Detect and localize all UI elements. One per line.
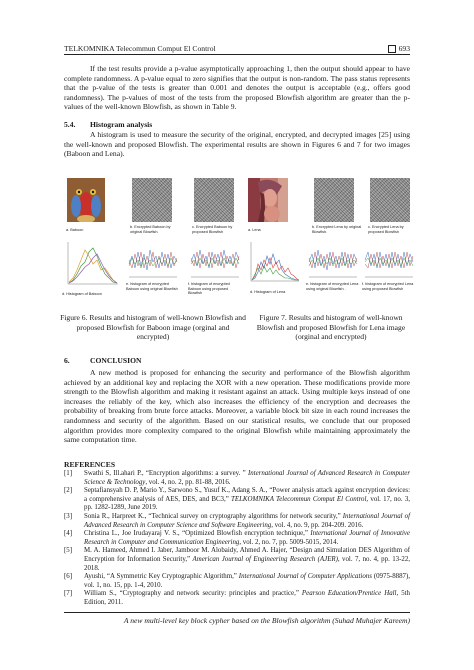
running-header xyxy=(64,41,410,53)
reference-number: [7] xyxy=(64,590,73,598)
reference-details: , vol. 2, no. 7, pp. 5009-5015, 2014. xyxy=(239,538,339,546)
fig7-caption-e: e. histogram of encrypted Lena using original Blowfish . xyxy=(306,282,359,291)
reference-venue: American Journal of Engineering Research (AJER) xyxy=(192,555,338,563)
figure-6 xyxy=(64,176,240,311)
reference-details: , vol. 17, no. 3, pp. 1282-1289, June 2019. xyxy=(84,495,410,512)
baboon-encrypted-histogram-proposed xyxy=(188,240,240,280)
reference-item xyxy=(64,513,410,530)
references-heading: REFERENCES xyxy=(64,460,116,469)
reference-text: William S., “Cryptography and network security: principles and practice,” xyxy=(84,590,299,598)
baboon-image xyxy=(67,178,105,222)
reference-venue: International Journal of Advanced Research in Computer Science & Technology xyxy=(84,470,411,486)
page-number-text: 693 xyxy=(398,44,410,53)
reference-item xyxy=(64,530,410,547)
lena-histogram xyxy=(248,240,300,284)
reference-venue: TELKOMNIKA Telecommun Comput El Control xyxy=(231,495,367,503)
fig6-caption-f: f. histogram of encrypted Baboon using proposed Blowfish xyxy=(188,282,230,296)
section-title: Histogram analysis xyxy=(90,120,153,129)
reference-text: Christina L., Joe Irudayaraj V. S., “Optimized Blowfish encryption technique,” xyxy=(84,530,308,538)
paragraph-pvalue: If the test results provide a p-value asymptotically approaching 1, then the output should appear to have complete randomness. A p-value equal to zero signifies that the output is non-random. The pass status represents that the p-value of the tests is greater than 0.001 and denotes the output is acceptable (e.g., offers good randomness). The p-values of most of the tests from the proposed Blowfish algorithm are greater than the p-values of the well-known Blowfish, as shown in Table 9. xyxy=(64,64,410,112)
reference-venue: International Journal of Computer Applications xyxy=(238,573,372,581)
reference-item xyxy=(64,487,410,513)
figure-7-caption: Figure 7. Results and histogram of well-known Blowfish and proposed Blowfish for Lena image (orginal and encrypted) xyxy=(256,313,406,342)
reference-venue: Pearson Education/Prentice Hall xyxy=(301,590,397,598)
page-number xyxy=(388,44,410,53)
fig6-caption-b: b. Encrypted Baboon by original Blowfish. xyxy=(130,225,171,234)
fig7-caption-b: b. Encrypted Lena by original Blowfish. xyxy=(312,225,362,234)
paragraph-histogram: A histogram is used to measure the security of the original, encrypted, and decrypted images [25] using the well-known and proposed Blowfish. The experimental results are shown in Figures 6 and 7 for two images (Baboon and Lena). xyxy=(64,130,410,159)
fig6-caption-c: c. Encrypted Baboon by proposed Blowfish xyxy=(192,225,233,234)
reference-number: [6] xyxy=(64,573,73,581)
fig7-caption-d: d. Histogram of Lena xyxy=(250,290,286,294)
baboon-histogram xyxy=(64,240,120,288)
encrypted-baboon-proposed xyxy=(194,178,234,222)
footer-rule xyxy=(64,612,410,613)
reference-number: [5] xyxy=(64,547,73,555)
fig6-caption-a: a. Baboon xyxy=(66,228,84,232)
reference-number: [3] xyxy=(64,512,73,520)
baboon-encrypted-histogram-original xyxy=(126,240,178,280)
fig7-caption-a: a. Lena xyxy=(248,228,261,232)
journal-name: TELKOMNIKA Telecommun Comput El Control xyxy=(64,44,216,53)
encrypted-lena-proposed xyxy=(370,178,410,222)
references-list xyxy=(64,470,410,608)
figure-6-caption: Figure 6. Results and histogram of well-known Blowfish and proposed Blowfish for Baboon image (orginal and encrypted) xyxy=(60,313,246,342)
reference-number: [2] xyxy=(64,487,73,495)
reference-number: [1] xyxy=(64,470,73,477)
square-icon xyxy=(388,45,396,53)
section-number: 6. xyxy=(64,356,70,365)
reference-details: , vol. 4, no. 2, pp. 81-88, 2016. xyxy=(145,478,231,486)
section-heading-conclusion xyxy=(64,356,141,365)
fig7-caption-c: c. Encrypted Lena by proposed Blowfish xyxy=(368,225,404,234)
lena-image xyxy=(248,178,288,222)
running-footer: A new multi-level key block cypher based on the Blowfish algorithm (Suhad Muhajer Kareem) xyxy=(123,616,410,625)
fig6-caption-e: e. histogram of encrypted Baboon using original Blowfish xyxy=(126,282,178,291)
reference-details: , vol. 4, no. 9, pp. 204-209. 2016. xyxy=(271,521,364,529)
section-heading-histogram xyxy=(64,120,152,129)
reference-details: , vol. 7, no. 4, pp. 13-22, 2018. xyxy=(84,555,410,572)
reference-text: Sonia R., Harpreet K., “Technical survey on cryptography algorithms for network security,” xyxy=(84,512,341,520)
reference-venue: International Journal of Advanced Research in Computer Science and Software Engineering xyxy=(84,512,410,529)
reference-item xyxy=(64,590,410,607)
reference-text: Swathi S, Ill.ahari P., “Encryption algorithms: a survey. ” xyxy=(84,470,246,477)
section-number: 5.4. xyxy=(64,120,76,129)
reference-item xyxy=(64,573,410,590)
header-rule xyxy=(64,54,410,55)
reference-venue: International Journal of Innovative Research in Computer and Communication Engineering xyxy=(84,530,410,546)
lena-encrypted-histogram-original xyxy=(306,240,358,280)
figure-7 xyxy=(248,176,412,311)
reference-item xyxy=(64,470,410,487)
reference-item xyxy=(64,547,410,573)
section-title: CONCLUSION xyxy=(90,356,142,365)
reference-details: (0975-8887), vol. 1, no. 15, pp. 1-4, 2010. xyxy=(84,573,410,589)
fig7-caption-f: f. histogram of encrypted Lena using proposed Blowfish xyxy=(362,282,414,291)
encrypted-lena-original xyxy=(314,178,354,222)
paragraph-conclusion: A new method is proposed for enhancing the security and performance of the Blowfish algorithm achieved by an additional key and replacing the XOR with a new operation. These modifications provide more strength to the Blowfish algorithm and making it resistant against an attack. Using multiple keys instead of one increases the reliably of the key, which also increases the efficiency of the encryption and decreases the probability of breaking from brute force attacks. Moreover, a variable block bit size in each round increases the randomness and security of the algorithm. Based on our statistical results, we conclude that our proposed algorithm provides more complexity compared to the original Blowfish while maintaining approximately the same computation time. xyxy=(64,368,410,445)
reference-text: Ayushi, “A Symmetric Key Cryptographic Algorithm,” xyxy=(84,573,237,581)
reference-text: M. A. Hameed, Ahmed I. Jaber, Jamboor M. Alobaidy, Ahmed A. Hajer, “Design and Simulation DES Algorithm of Encryption for Information Security,” xyxy=(84,547,410,563)
fig6-caption-d: d. Histogram of Baboon xyxy=(62,292,102,296)
encrypted-baboon-original xyxy=(132,178,172,222)
reference-text: Septafiansyah D. P, Mario Y., Sarwono S., Yusuf K., Adang S. A., “Power analysis attack against encryption devices: a comprehensive analysis of AES, DES, and BC3,” xyxy=(84,487,410,503)
reference-number: [4] xyxy=(64,530,73,538)
lena-encrypted-histogram-proposed xyxy=(362,240,414,280)
reference-details: , 5th Edition, 2011. xyxy=(84,590,410,606)
